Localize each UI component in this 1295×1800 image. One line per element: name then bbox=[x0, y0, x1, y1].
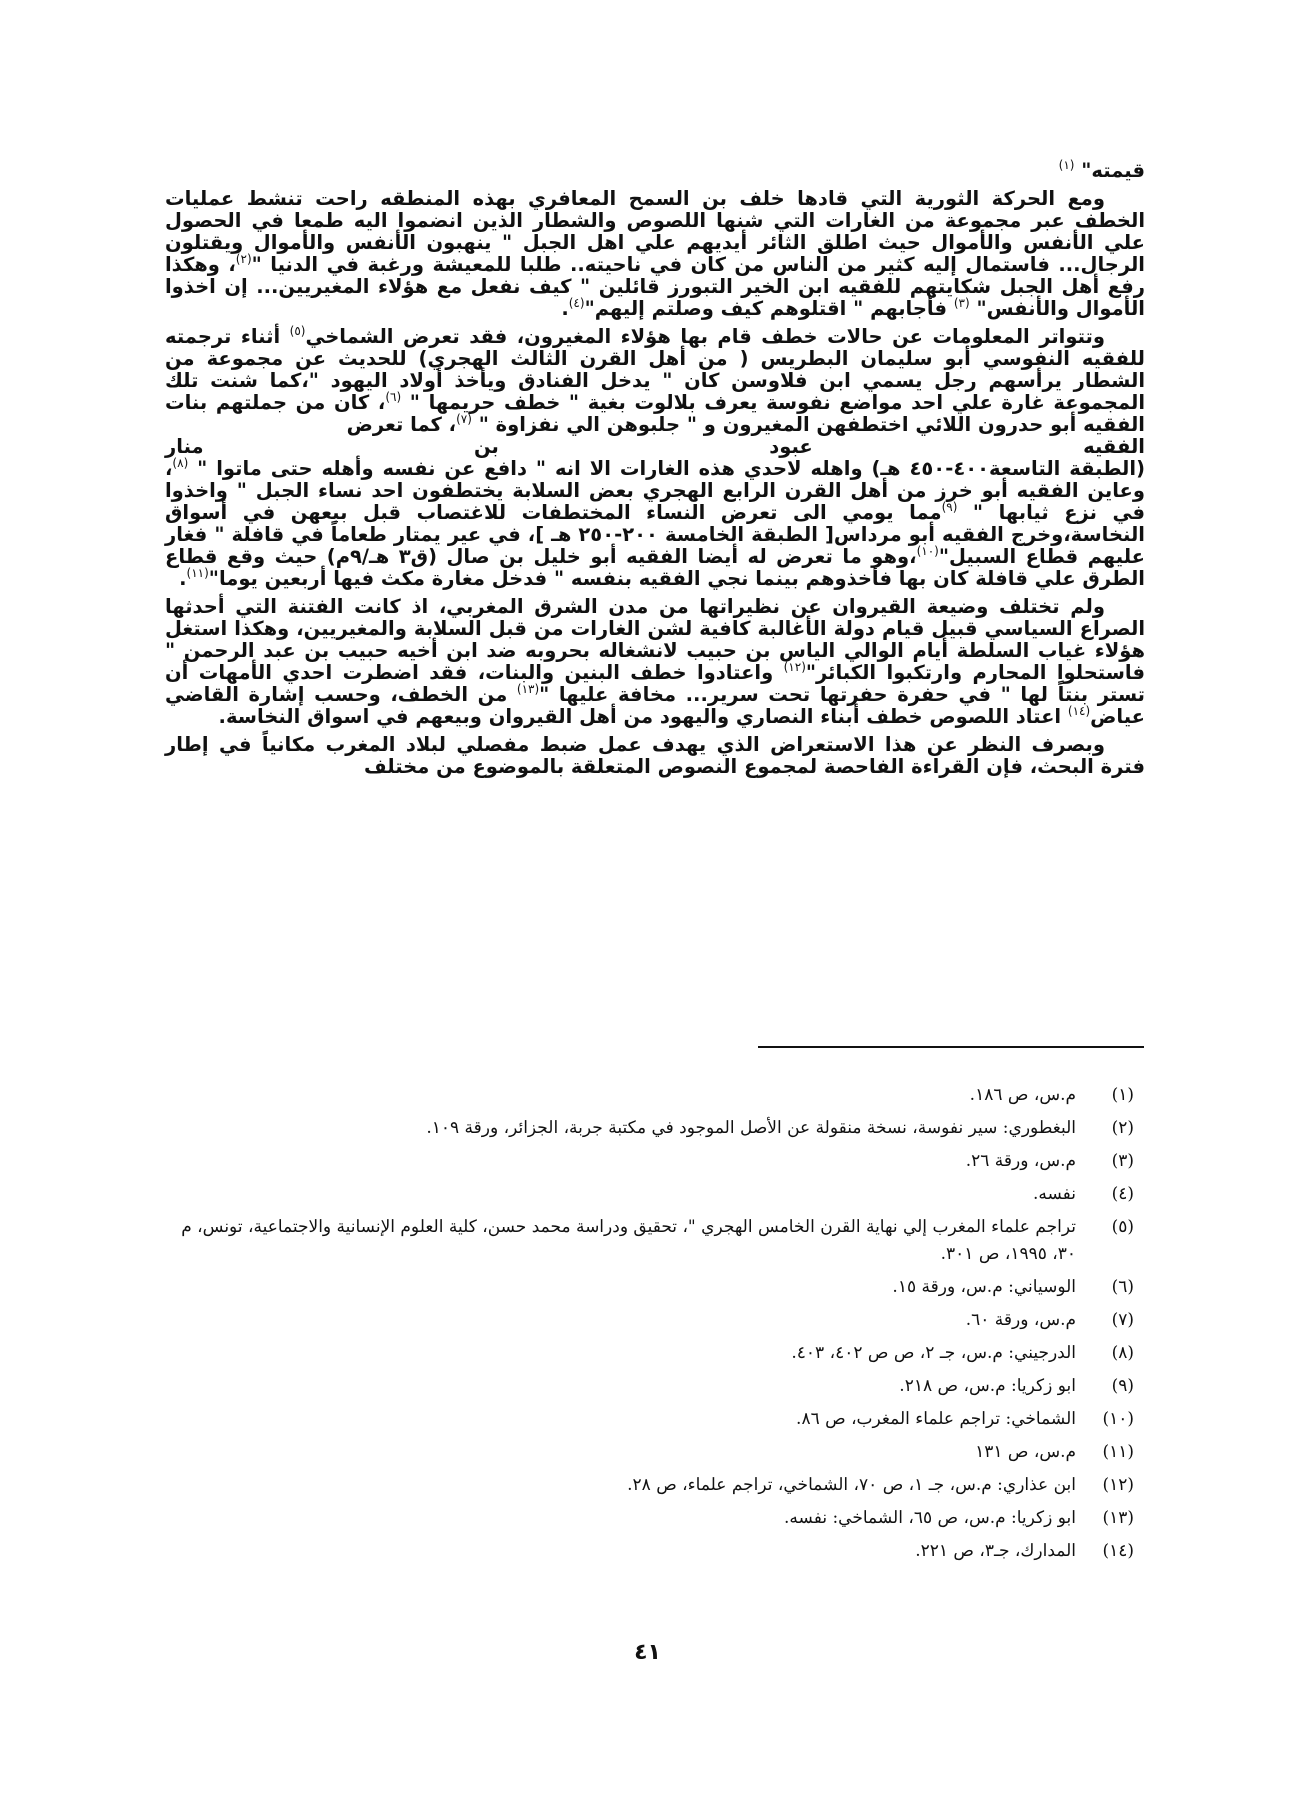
paragraph-2: وتتواتر المعلومات عن حالات خطف قام بها هؤلاء المغيرون، فقد تعرض الشماخي$^{(٥)}$ أثناء ترجمته للفقيه النفوسي أبو سليمان البطريس ( من أهل القرن الثالث الهجري) للحديث عن مجموعة من الشطار يرأسهم رجل يسمي ابن فلاوسن كان " يدخل الفنادق ويأخذ أولاد اليهود "،كما شنت تلك المجموعة غارة علي احد مواضع نفوسة يعرف بلالوت بغية " خطف حريمها " $^{(٦)}$، كان من جملتهم بنات الفقيه أبو حدرون اللائي اختطفهن المغيرون و " جلبوهن الي نفزاوة " $^{(٧)}$، كما تعرض الفقيه عبود بن منار (الطبقة التاسعة٤٠٠-٤٥٠ هـ) واهله لاحدي هذه الغارات الا انه " دافع عن نفسه وأهله حتى ماتوا " $^{(٨)}$، وعاين الفقيه أبو خرز من أهل القرن الرابع الهجري بعض السلابة يختطفون احد نساء الجبل " واخذوا في نزع ثيابها " $^{(٩)}$مما يومي الى تعرض النساء المختطفات للاغتصاب قبل بيعهن في أسواق النخاسة،وخرج الفقيه أبو مرداس[ الطبقة الخامسة ٢٠٠-٢٥٠ هـ ]، في عير يمتار طعاماً في قافلة " فغار عليهم قطاع السبيل"$^{(١٠)}$،وهو ما تعرض له أيضا الفقيه أبو خليل بن صال (ق٣ هـ/٩م) حيث وقع قطاع الطرق علي قافلة كان بها فأخذوهم بينما نجي الفقيه بنفسه " فدخل مغارة مكث فيها أربعين يوما"$^{(١١)}$. bbox=[165, 324, 1146, 590]
footnote-number: (١٠) bbox=[1102, 1409, 1134, 1429]
footnote-text: البغطوري: سير نفوسة، نسخة منقولة عن الأصل الموجود في مكتبة جربة، الجزائر، ورقة ١٠٩. bbox=[426, 1118, 1076, 1138]
footnote bbox=[180, 1505, 1140, 1532]
footnote-number: (١٤) bbox=[1102, 1541, 1134, 1561]
footnote-text: الشماخي: تراجم علماء المغرب، ص ٨٦. bbox=[796, 1409, 1076, 1429]
footnote-number: (٧) bbox=[1111, 1310, 1134, 1330]
footnote bbox=[180, 1472, 1140, 1499]
footnote bbox=[180, 1538, 1140, 1565]
footnote-ref[interactable]: (١٠) bbox=[916, 544, 939, 558]
footnote-text: ابن عذاري: م.س، جـ ١، ص ٧٠، الشماخي، تراجم علماء، ص ٢٨. bbox=[627, 1475, 1076, 1495]
footnote-ref[interactable]: (٢) bbox=[235, 252, 252, 266]
footnote-number: (١) bbox=[1111, 1085, 1134, 1105]
paragraph-1: ومع الحركة الثورية التي قادها خلف بن السمح المعافري بهذه المنطقه راحت تنشط عمليات الخطف عبر مجموعة من الغارات التي شنها اللصوص والشطار الذين انضموا اليه طمعا في الحصول علي الأنفس والأموال حيث اطلق الثائر أيديهم علي اهل الجبل " ينهبون الأنفس والأموال ويقتلون الرجال... فاستمال إليه كثير من الناس من كان في ناحيته.. طلبا للمعيشة ورغبة في الدنيا "$^{(٢)}$، وهكذا رفع أهل الجبل شكايتهم للفقيه ابن الخير التبورز قائلين " كيف نفعل مع هؤلاء المغيريين... إن اخذوا الأموال والأنفس" $^{(٣)}$ فأجابهم " اقتلوهم كيف وصلتم إليهم"$^{(٤)}$. bbox=[165, 187, 1145, 320]
footnote-number: (٩) bbox=[1111, 1376, 1134, 1396]
footnote-text: م.س، ورقة ٦٠. bbox=[965, 1310, 1076, 1330]
footnote-ref[interactable]: (٨) bbox=[172, 456, 189, 470]
footnote-ref[interactable]: (٧) bbox=[456, 412, 472, 426]
footnote-text: المدارك، جـ٣، ص ٢٢١. bbox=[915, 1541, 1076, 1561]
continuation-line: قيمته" $^{(١)}$ bbox=[1058, 158, 1145, 182]
footnote-ref[interactable]: (١٤) bbox=[1067, 704, 1091, 718]
footnote bbox=[180, 1274, 1140, 1301]
footnote-ref[interactable]: (١٢) bbox=[783, 660, 806, 674]
footnote bbox=[180, 1115, 1140, 1142]
page-number: ٤١ bbox=[634, 1640, 661, 1665]
paragraph-4: وبصرف النظر عن هذا الاستعراض الذي يهدف عمل ضبط مفصلي لبلاد المغرب مكانياً في إطار فترة البحث، فإن القراءة الفاحصة لمجموع النصوص المتعلقة بالموضوع من مختلف bbox=[165, 733, 1145, 778]
spread-line: الفقيه عبود بن منار bbox=[165, 435, 1145, 458]
footnote bbox=[180, 1181, 1140, 1208]
footnote-ref[interactable]: (٥) bbox=[289, 324, 306, 338]
footnote-ref[interactable]: (٤) bbox=[568, 296, 585, 310]
footnote bbox=[180, 1406, 1140, 1433]
footnote bbox=[180, 1373, 1140, 1400]
footnote-number: (١١) bbox=[1102, 1442, 1134, 1462]
footnote-text: م.س، ص ١٣١ bbox=[975, 1442, 1076, 1462]
footnote-ref[interactable]: (٩) bbox=[941, 500, 958, 514]
footnote-text: نفسه. bbox=[1032, 1184, 1076, 1204]
footnote-text: ابو زكريا: م.س، ص ٦٥، الشماخي: نفسه. bbox=[784, 1508, 1076, 1528]
footnote-text: م.س، ورقة ٢٦. bbox=[965, 1151, 1076, 1171]
footnote-text: ابو زكريا: م.س، ص ٢١٨. bbox=[899, 1376, 1076, 1396]
footnote-number: (٣) bbox=[1111, 1151, 1134, 1171]
footnote-number: (١٢) bbox=[1102, 1475, 1134, 1495]
footnote-ref[interactable]: (٦) bbox=[385, 390, 402, 404]
main-text bbox=[165, 160, 1145, 784]
footnote-text: تراجم علماء المغرب إلي نهاية القرن الخامس الهجري "، تحقيق ودراسة محمد حسن، كلية العلوم الإنسانية والاجتماعية، تونس، م ٣٠، ١٩٩٥، ص ٣٠١. bbox=[181, 1217, 1076, 1264]
footnote bbox=[180, 1340, 1140, 1367]
footnote-number: (٤) bbox=[1111, 1184, 1134, 1204]
footnotes bbox=[180, 1082, 1140, 1571]
footnote-ref[interactable]: (١١) bbox=[186, 566, 209, 580]
paragraph-3: ولم تختلف وضيعة القيروان عن نظيراتها من مدن الشرق المغربي، اذ كانت الفتنة التي أحدثها الصراع السياسي قبيل قيام دولة الأغالبة كافية لشن الغارات من قبل السلابة والمغيريين، وهكذا استغل هؤلاء غياب السلطة أيام الوالي الياس بن حبيب لانشغاله بحروبه ضد ابن أخيه حبيب بن عبد الرحمن " فاستحلوا المحارم وارتكبوا الكبائر"$^{(١٢)}$ واعتادوا خطف البنين والبنات، فقد اضطرت احدي الأمهات أن تستر بنتاً لها " في حفرة حفرتها تحت سرير... مخافة عليها "$^{(١٣)}$ من الخطف، وحسب إشارة القاضي عياض$^{(١٤)}$ اعتاد اللصوص خطف أبناء النصاري واليهود من أهل القيروان وبيعهم في اسواق النخاسة. bbox=[165, 595, 1145, 728]
footnote-number: (٨) bbox=[1111, 1343, 1134, 1363]
footnote-text: الوسياني: م.س، ورقة ١٥. bbox=[892, 1277, 1076, 1297]
footnote-separator bbox=[758, 1046, 1144, 1048]
footnote-number: (٦) bbox=[1111, 1277, 1134, 1297]
footnote bbox=[180, 1148, 1140, 1175]
footnote-number: (١٣) bbox=[1102, 1508, 1134, 1528]
footnote-text: الدرجيني: م.س، جـ ٢، ص ص ٤٠٢، ٤٠٣. bbox=[791, 1343, 1076, 1363]
footnote-number: (٥) bbox=[1111, 1217, 1134, 1237]
footnote-text: م.س، ص ١٨٦. bbox=[969, 1085, 1076, 1105]
footnote bbox=[180, 1307, 1140, 1334]
footnote bbox=[180, 1439, 1140, 1466]
footnote-ref[interactable]: (٣) bbox=[953, 296, 970, 310]
footnote-number: (٢) bbox=[1111, 1118, 1134, 1138]
footnote-ref[interactable]: (١) bbox=[1058, 158, 1075, 172]
footnote-ref[interactable]: (١٣) bbox=[516, 682, 540, 696]
footnote bbox=[180, 1082, 1140, 1109]
footnote bbox=[180, 1214, 1140, 1268]
